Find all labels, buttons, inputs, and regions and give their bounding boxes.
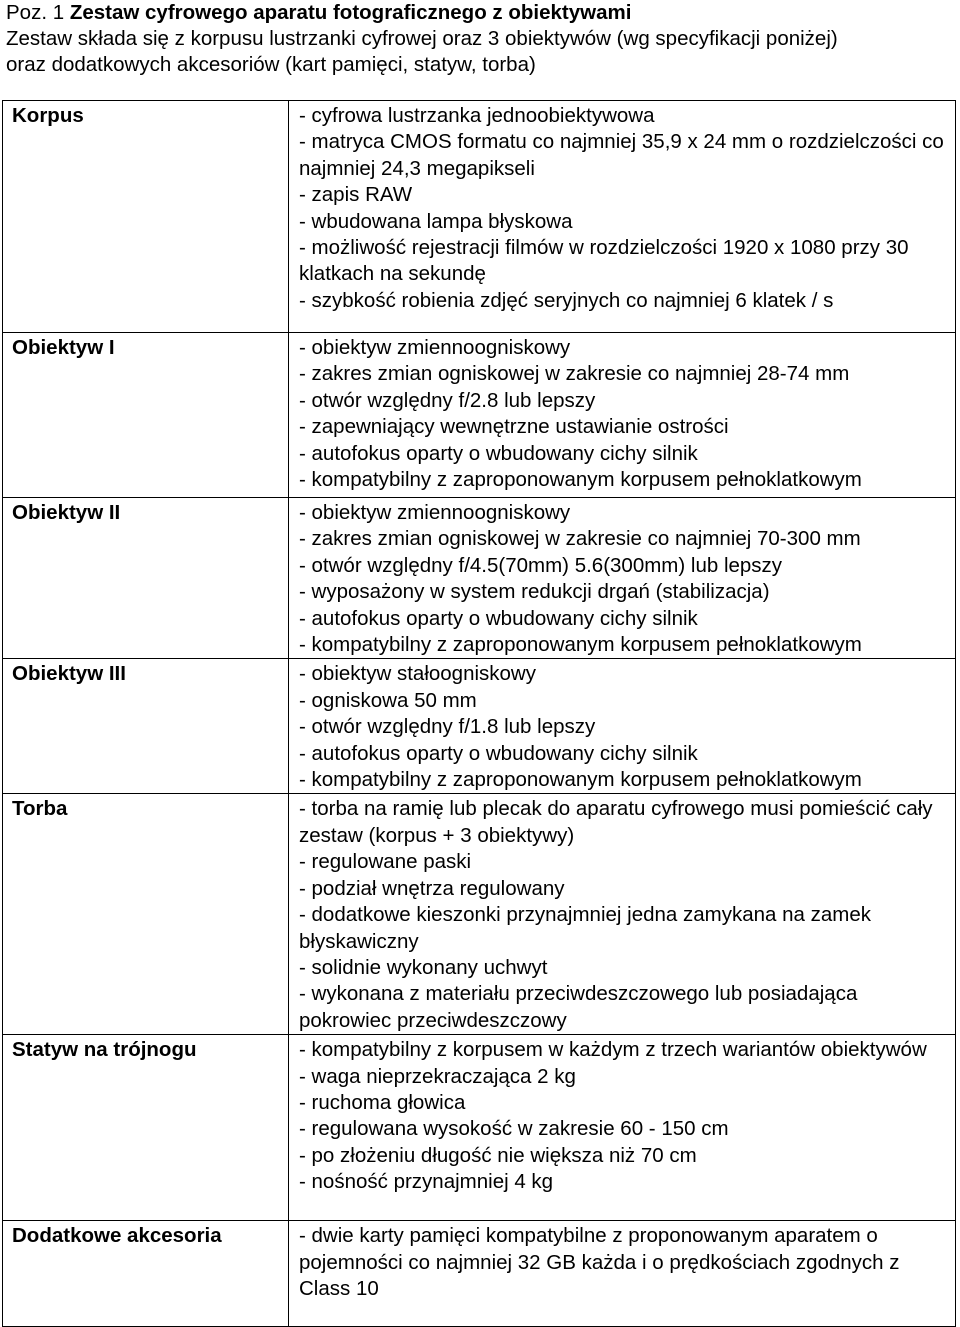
category-label: Obiektyw III xyxy=(12,662,126,686)
list-item: - kompatybilny z zaproponowanym korpusem pełnoklatkowym xyxy=(299,633,862,657)
spec-list xyxy=(299,1221,955,1302)
list-item: - otwór względny f/4.5(70mm) 5.6(300mm) lub lepszy xyxy=(299,553,783,577)
list-item: - kompatybilny z zaproponowanym korpusem pełnoklatkowym xyxy=(299,768,862,792)
list-item: - regulowane paski xyxy=(299,850,472,874)
list-item: - po złożeniu długość nie większa niż 70 cm xyxy=(299,1143,697,1167)
list-item: - wyposażony w system redukcji drgań (stabilizacja) xyxy=(299,580,770,604)
list-item: - waga nieprzekraczająca 2 kg xyxy=(299,1064,576,1088)
list-item: - zapewniający wewnętrzne ustawianie ostrości xyxy=(299,415,729,439)
list-item: - zakres zmian ogniskowej w zakresie co najmniej 70-300 mm xyxy=(299,527,861,551)
list-item: - autofokus oparty o wbudowany cichy silnik xyxy=(299,441,698,465)
list-item: - otwór względny f/2.8 lub lepszy xyxy=(299,388,596,412)
list-item: - zapis RAW xyxy=(299,183,413,207)
list-item: - matryca CMOS formatu co najmniej 35,9 x 24 mm o rozdzielczości co najmniej 24,3 megapikseli xyxy=(299,130,944,180)
category-label: Korpus xyxy=(12,104,84,127)
position-number: Poz. 1 xyxy=(6,1,65,24)
spec-list xyxy=(299,794,955,1034)
category-label: Torba xyxy=(12,797,68,821)
spec-list xyxy=(299,333,955,493)
category-cell xyxy=(3,333,289,498)
list-item: - autofokus oparty o wbudowany cichy silnik xyxy=(299,606,698,630)
description-cell xyxy=(289,333,956,498)
specification-table xyxy=(2,100,956,1327)
list-item: - regulowana wysokość w zakresie 60 - 150 cm xyxy=(299,1117,729,1141)
list-item: - ruchoma głowica xyxy=(299,1090,466,1114)
list-item: - zakres zmian ogniskowej w zakresie co najmniej 28-74 mm xyxy=(299,362,850,386)
table-row xyxy=(3,333,956,498)
category-cell xyxy=(3,101,289,333)
table-row xyxy=(3,1035,956,1221)
category-cell xyxy=(3,1035,289,1221)
list-item: - kompatybilny z korpusem w każdym z trzech wariantów obiektywów xyxy=(299,1038,927,1062)
category-label: Dodatkowe akcesoria xyxy=(12,1224,222,1248)
category-cell xyxy=(3,659,289,794)
table-row xyxy=(3,101,956,333)
intro-line-1: Zestaw składa się z korpusu lustrzanki cyfrowej oraz 3 obiektywów (wg specyfikacji poniżej) xyxy=(6,27,838,50)
list-item: - nośność przynajmniej 4 kg xyxy=(299,1170,554,1194)
description-cell xyxy=(289,498,956,659)
table-row xyxy=(3,659,956,794)
description-cell xyxy=(289,1035,956,1221)
document-header xyxy=(6,0,954,78)
list-item: - autofokus oparty o wbudowany cichy silnik xyxy=(299,741,698,765)
description-cell xyxy=(289,101,956,333)
title-text: Zestaw cyfrowego aparatu fotograficznego z obiektywami xyxy=(69,1,632,24)
list-item: - wbudowana lampa błyskowa xyxy=(299,209,573,233)
category-label: Obiektyw II xyxy=(12,501,121,524)
list-item: - solidnie wykonany uchwyt xyxy=(299,955,548,979)
description-cell xyxy=(289,794,956,1035)
intro-line-2: oraz dodatkowych akcesoriów (kart pamięci, statyw, torba) xyxy=(6,53,536,76)
list-item: - torba na ramię lub plecak do aparatu cyfrowego musi pomieścić cały zestaw (korpus + 3 obiektywy) xyxy=(299,797,933,847)
spec-list xyxy=(299,659,955,793)
document-title xyxy=(6,0,954,26)
list-item: - wykonana z materiału przeciwdeszczowego lub posiadająca pokrowiec przeciwdeszczowy xyxy=(299,982,858,1032)
spec-list xyxy=(299,1035,955,1195)
table-row xyxy=(3,794,956,1035)
list-item: - obiektyw zmiennoogniskowy xyxy=(299,336,571,359)
list-item: - cyfrowa lustrzanka jednoobiektywowa xyxy=(299,104,655,127)
category-cell xyxy=(3,1221,289,1327)
description-cell xyxy=(289,659,956,794)
category-label: Obiektyw I xyxy=(12,336,115,359)
category-cell xyxy=(3,794,289,1035)
list-item: - kompatybilny z zaproponowanym korpusem pełnoklatkowym xyxy=(299,468,862,492)
list-item: - możliwość rejestracji filmów w rozdzielczości 1920 x 1080 przy 30 klatkach na sekundę xyxy=(299,236,909,286)
list-item: - otwór względny f/1.8 lub lepszy xyxy=(299,715,596,739)
list-item: - dwie karty pamięci kompatybilne z proponowanym aparatem o pojemności co najmniej 32 GB każda i o prędkościach zgodnych z Class 10 xyxy=(299,1224,900,1300)
list-item: - obiektyw stałoogniskowy xyxy=(299,662,536,686)
spec-list xyxy=(299,101,955,314)
list-item: - szybkość robienia zdjęć seryjnych co najmniej 6 klatek / s xyxy=(299,288,834,312)
description-cell xyxy=(289,1221,956,1327)
spec-list xyxy=(299,498,955,658)
list-item: - dodatkowe kieszonki przynajmniej jedna zamykana na zamek błyskawiczny xyxy=(299,903,872,953)
category-cell xyxy=(3,498,289,659)
list-item: - podział wnętrza regulowany xyxy=(299,876,565,900)
category-label: Statyw na trójnogu xyxy=(12,1038,197,1062)
list-item: - ogniskowa 50 mm xyxy=(299,688,477,712)
table-row xyxy=(3,498,956,659)
list-item: - obiektyw zmiennoogniskowy xyxy=(299,501,571,524)
table-row xyxy=(3,1221,956,1327)
